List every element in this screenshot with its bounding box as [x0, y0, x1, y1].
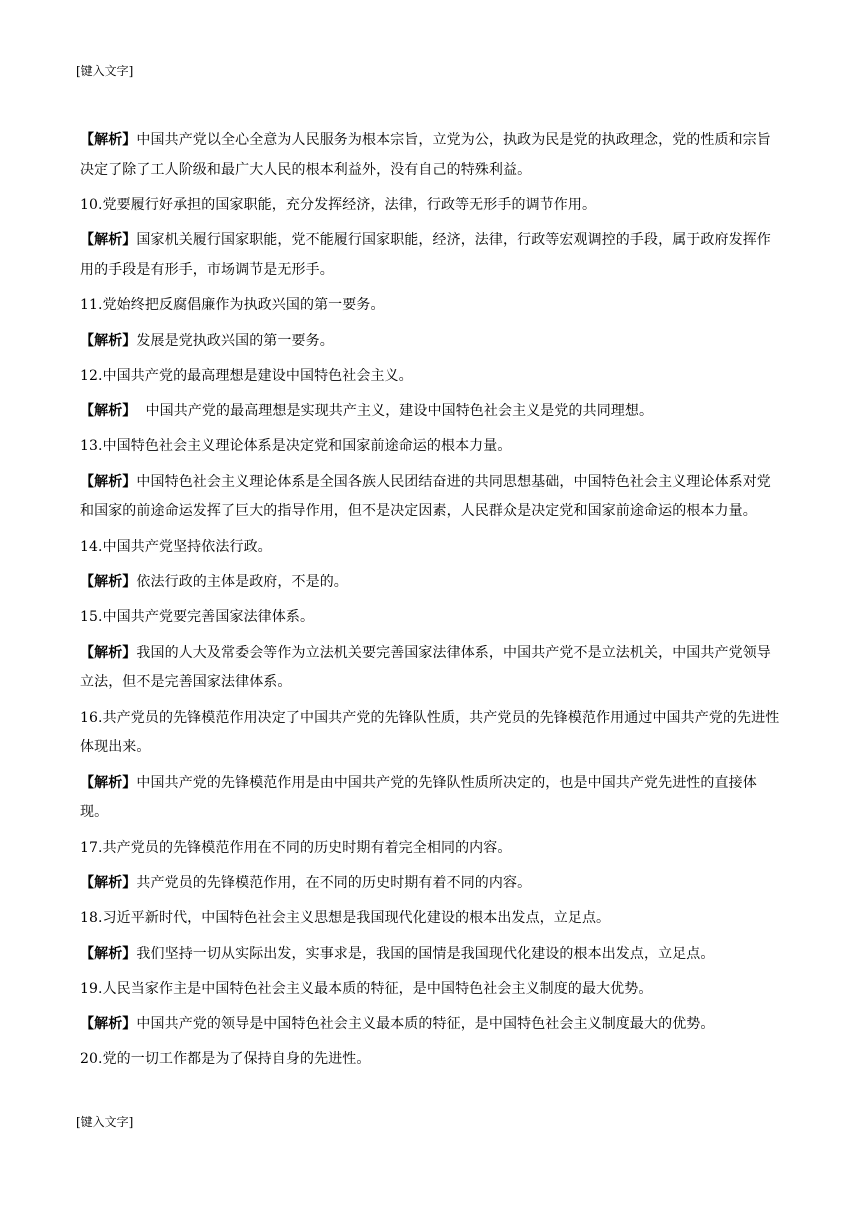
analysis-paragraph [80, 126, 784, 185]
question-statement: 18.习近平新时代，中国特色社会主义思想是我国现代化建设的根本出发点，立足点。 [80, 910, 611, 927]
analysis-text: 中国共产党的领导是中国特色社会主义最本质的特征，是中国特色社会主义制度最大的优势。 [136, 1016, 715, 1033]
analysis-tag: 【解析】 [80, 1016, 137, 1033]
analysis-tag: 【解析】 [80, 132, 137, 148]
analysis-text: 中国共产党的先锋模范作用是由中国共产党的先锋队性质所决定的，也是中国共产党先进性的直接体现。 [80, 774, 757, 821]
analysis-tag: 【解析】 [80, 644, 137, 661]
question-statement: 10.党要履行好承担的国家职能，充分发挥经济，法律，行政等无形手的调节作用。 [80, 197, 597, 213]
analysis-paragraph [80, 468, 784, 527]
analysis-text: 我国的人大及常委会等作为立法机关要完善国家法律体系，中国共产党不是立法机关，中国共产党领导立法，但不是完善国家法律体系。 [80, 644, 771, 691]
page-footer: [键入文字] [76, 1115, 134, 1129]
question-statement: 17.共产党员的先锋模范作用在不同的历史时期有着完全相同的内容。 [80, 839, 512, 856]
analysis-text: 共产党员的先锋模范作用，在不同的历史时期有着不同的内容。 [136, 874, 532, 891]
analysis-text: 发展是党执政兴国的第一要务。 [136, 332, 334, 349]
analysis-tag: 【解析】 [80, 403, 137, 420]
analysis-tag: 【解析】 [80, 945, 137, 962]
analysis-text: 我们坚持一切从实际出发，实事求是，我国的国情是我国现代化建设的根本出发点，立足点。 [136, 945, 715, 962]
question-statement: 20.党的一切工作都是为了保持自身的先进性。 [80, 1051, 371, 1068]
question-statement: 11.党始终把反腐倡廉作为执政兴国的第一要务。 [80, 297, 385, 314]
analysis-text: 国家机关履行国家职能，党不能履行国家职能，经济，法律，行政等宏观调控的手段，属于政府发挥作用的手段是有形手，市场调节是无形手。 [80, 232, 771, 278]
analysis-text: 中国共产党以全心全意为人民服务为根本宗旨，立党为公，执政为民是党的执政理念，党的性质和宗旨决定了除了工人阶级和最广大人民的根本利益外，没有自己的特殊利益。 [80, 132, 771, 178]
analysis-tag: 【解析】 [80, 574, 137, 591]
question-statement: 14.中国共产党坚持依法行政。 [80, 538, 272, 555]
analysis-paragraph [80, 940, 784, 970]
analysis-text: 依法行政的主体是政府，不是的。 [136, 574, 348, 591]
analysis-paragraph [80, 397, 784, 427]
document-body [80, 126, 784, 1081]
analysis-tag: 【解析】 [80, 332, 137, 349]
analysis-paragraph [80, 769, 784, 828]
question-statement: 16.共产党员的先锋模范作用决定了中国共产党的先锋队性质，共产党员的先锋模范作用通过中国共产党的先进性体现出来。 [80, 709, 780, 756]
analysis-paragraph [80, 639, 784, 698]
analysis-tag: 【解析】 [80, 874, 137, 891]
page-header: [键入文字] [76, 64, 134, 78]
question-statement: 15.中国共产党要完善国家法律体系。 [80, 609, 315, 626]
analysis-tag: 【解析】 [80, 774, 137, 791]
analysis-paragraph [80, 1010, 784, 1040]
analysis-tag: 【解析】 [80, 473, 137, 490]
question-statement: 13.中国特色社会主义理论体系是决定党和国家前途命运的根本力量。 [80, 438, 512, 455]
analysis-text: 中国特色社会主义理论体系是全国各族人民团结奋进的共同思想基础，中国特色社会主义理论体系对党和国家的前途命运发挥了巨大的指导作用，但不是决定因素，人民群众是决定党和国家前途命运的根本力量。 [80, 473, 771, 520]
analysis-tag: 【解析】 [80, 232, 137, 249]
analysis-paragraph [80, 327, 784, 357]
analysis-paragraph [80, 226, 784, 285]
question-statement: 19.人民当家作主是中国特色社会主义最本质的特征，是中国特色社会主义制度的最大优势。 [80, 980, 653, 997]
analysis-paragraph [80, 568, 784, 598]
analysis-text: 中国共产党的最高理想是实现共产主义，建设中国特色社会主义是党的共同理想。 [136, 403, 654, 420]
question-statement: 12.中国共产党的最高理想是建设中国特色社会主义。 [80, 367, 413, 384]
analysis-paragraph [80, 869, 784, 899]
